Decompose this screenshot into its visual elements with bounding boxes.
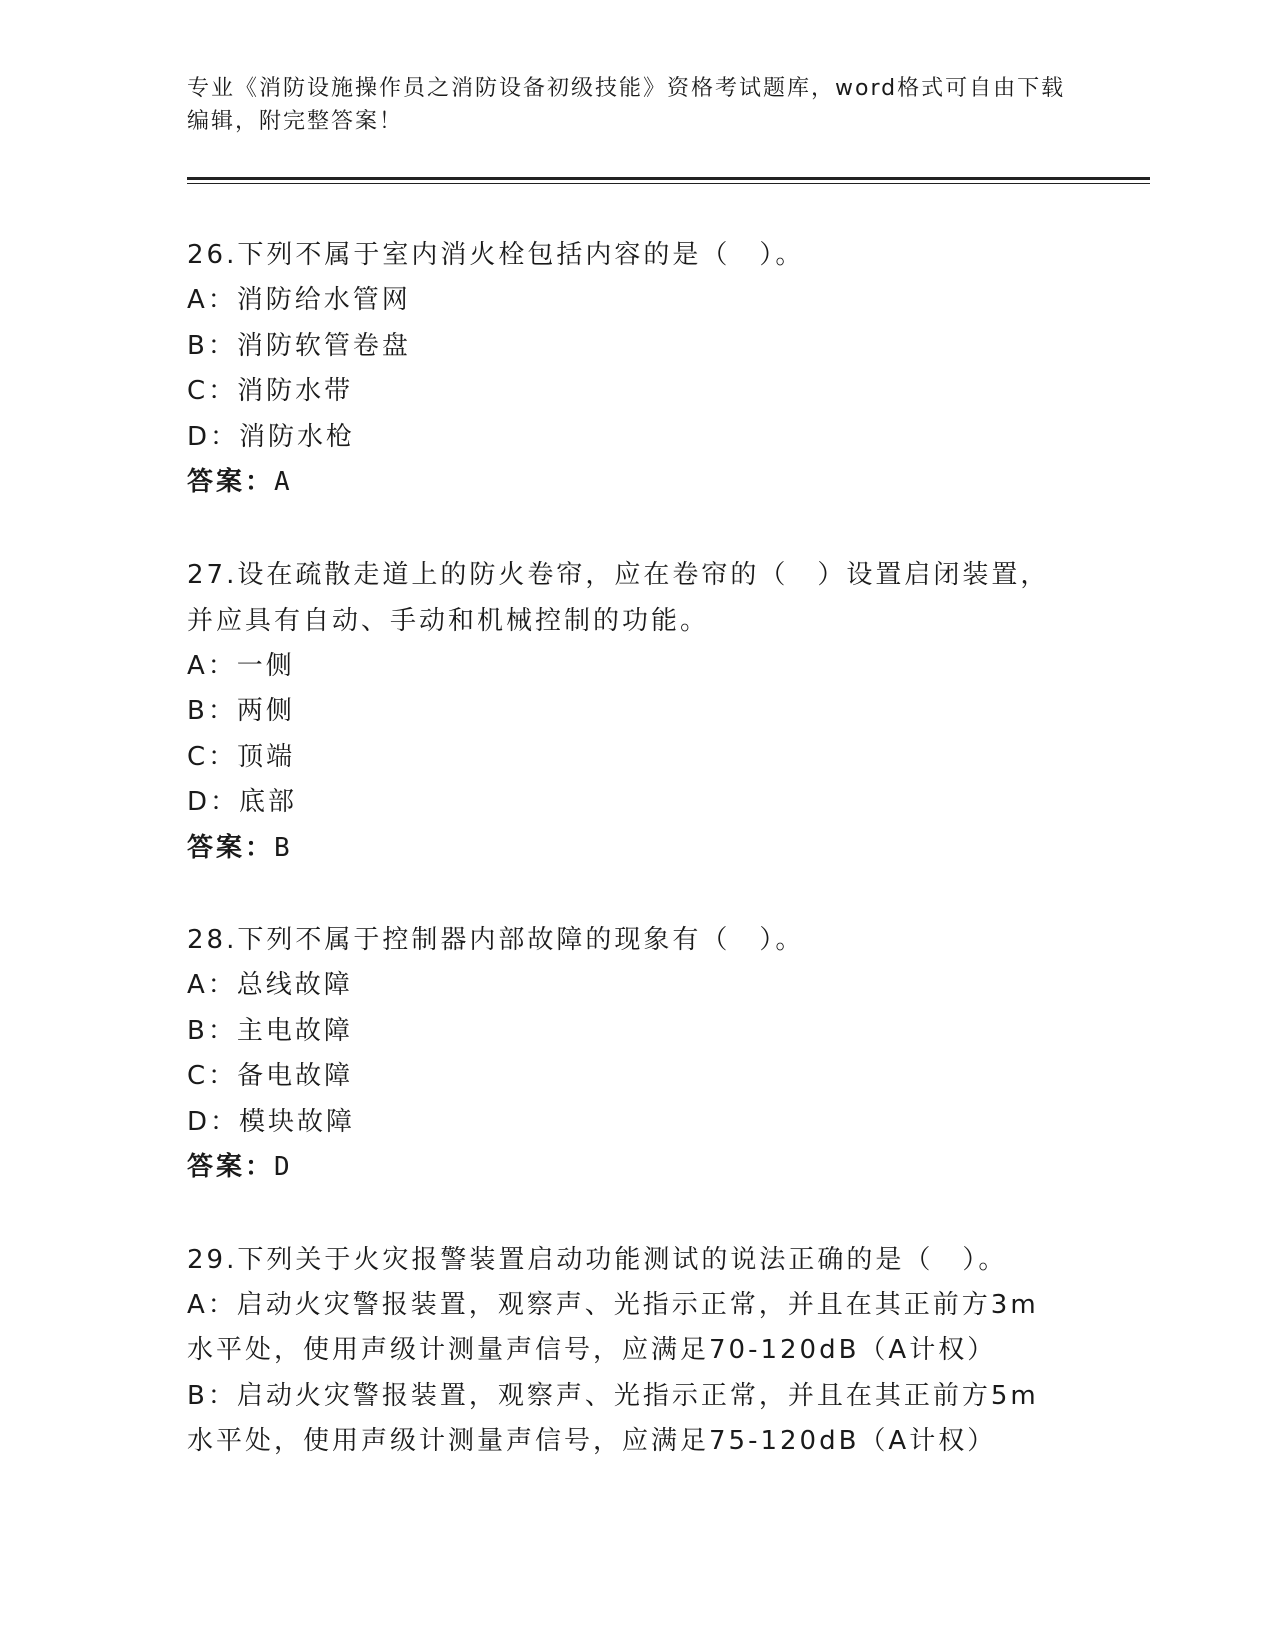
answer-value: D [274,1152,293,1182]
question-stem: 27.设在疏散走道上的防火卷帘，应在卷帘的（ ）设置启闭装置，并应具有自动、手动和机械控制的功能。 [187,559,1050,636]
option-a: A：总线故障 [187,970,353,1000]
answer-line [187,826,1067,872]
option-b: B：主电故障 [187,1015,353,1046]
option-b: B：启动火灾警报装置，观察声、光指示正常，并且在其正前方5m水平处，使用声级计测量声信号，应满足75-120dB（A计权） [187,1380,1039,1456]
option-d: D：模块故障 [187,1106,356,1137]
question-29 [187,1237,1067,1465]
answer-value: B [274,832,293,863]
question-26 [187,232,1067,506]
header-divider-thick [187,177,1150,180]
answer-value: A [274,467,293,497]
option-b: B：两侧 [187,696,295,726]
option-c: C：消防水带 [187,376,354,406]
question-28 [187,917,1067,1191]
option-a: A：一侧 [187,650,295,681]
question-stem: 26.下列不属于室内消火栓包括内容的是（ ）。 [187,240,805,270]
header-divider-thin [187,183,1150,184]
option-b: B：消防软管卷盘 [187,330,411,361]
header-title: 专业《消防设施操作员之消防设备初级技能》资格考试题库，word格式可自由下载编辑，附完整答案！ [187,76,1066,134]
question-27 [187,552,1067,872]
option-d: D：消防水枪 [187,421,356,452]
question-list [187,232,1067,1511]
question-stem: 29.下列关于火灾报警装置启动功能测试的说法正确的是（ ）。 [187,1244,1008,1275]
question-stem: 28.下列不属于控制器内部故障的现象有（ ）。 [187,925,805,955]
option-c: C：备电故障 [187,1061,354,1091]
option-c: C：顶端 [187,741,296,772]
option-d: D：底部 [187,787,298,817]
answer-label: 答案： [187,467,275,497]
option-a: A：消防给水管网 [187,285,411,315]
answer-line [187,460,1067,506]
answer-label: 答案： [187,1152,275,1182]
option-a: A：启动火灾警报装置，观察声、光指示正常，并且在其正前方3m水平处，使用声级计测量声信号，应满足70-120dB（A计权） [187,1289,1039,1365]
document-header [187,72,1087,138]
answer-line [187,1145,1067,1191]
answer-label: 答案： [187,832,275,863]
